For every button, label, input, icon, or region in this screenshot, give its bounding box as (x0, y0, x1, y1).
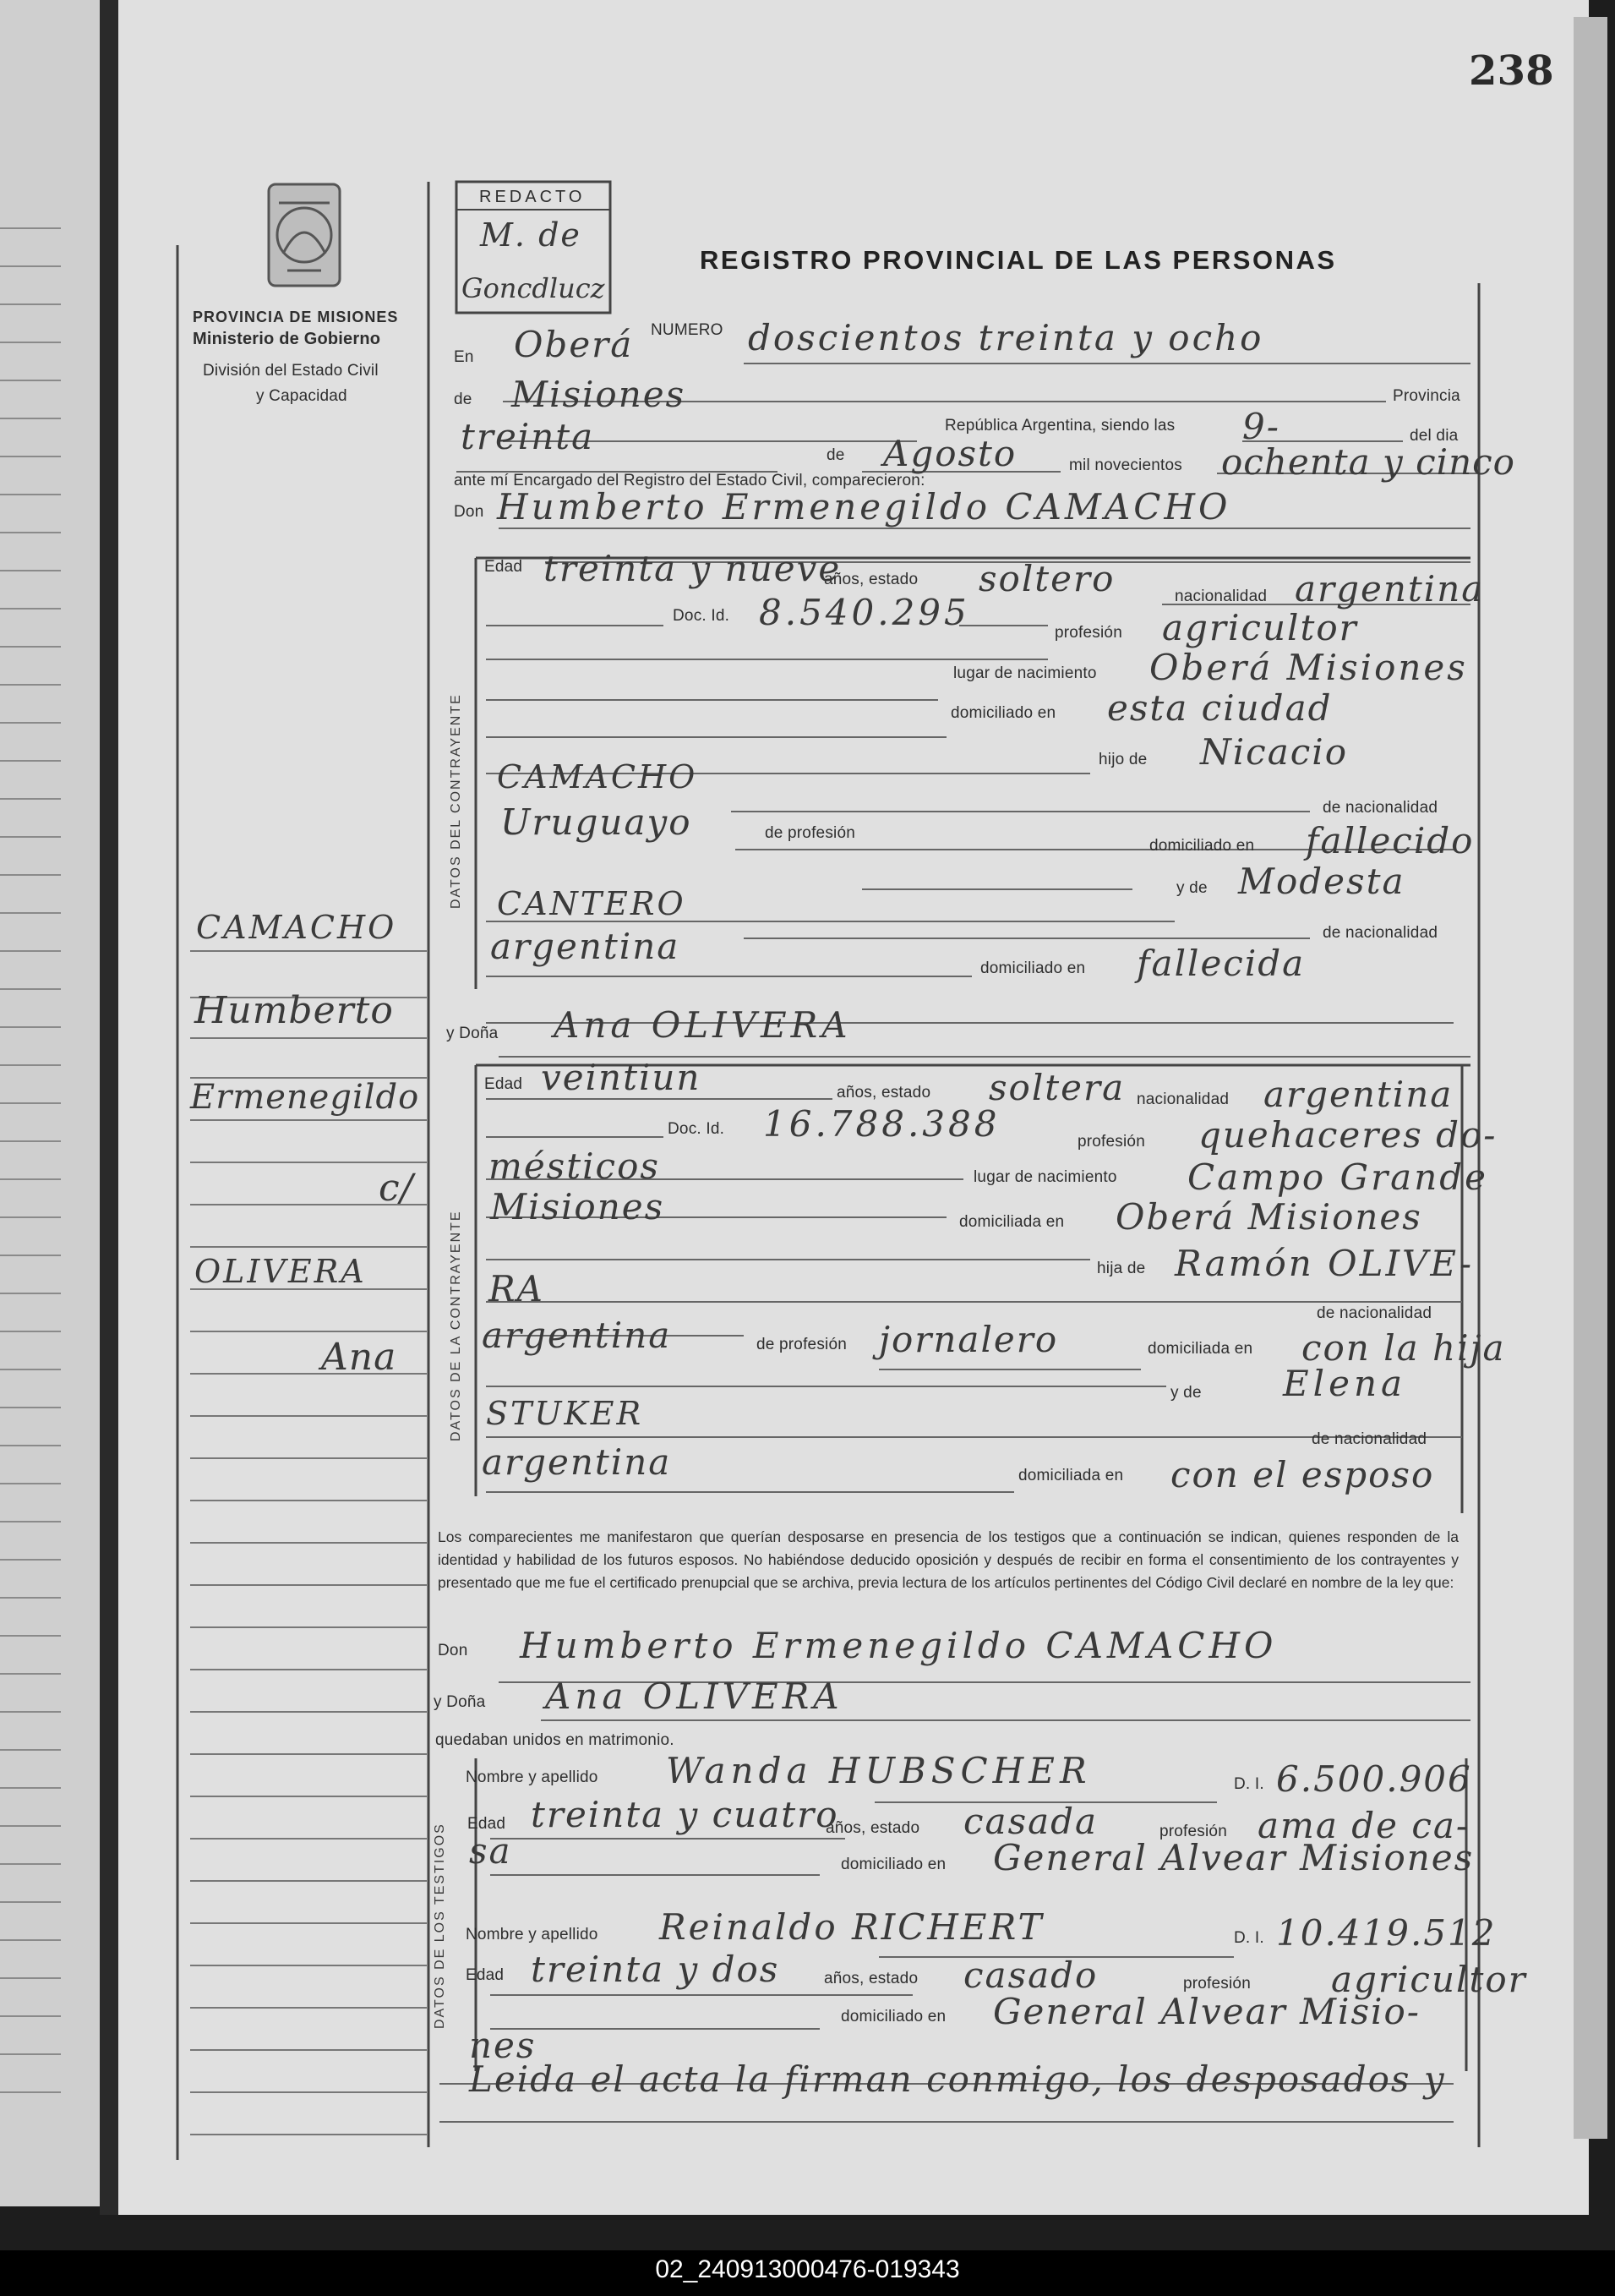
witness2-domicile: General Alvear Misio- (993, 1991, 1421, 2032)
record-city: Oberá (514, 324, 634, 365)
witness2-status: casado (963, 1954, 1099, 1996)
bride-doc: 16.788.388 (763, 1103, 1001, 1145)
label-hijo-de: hijo de (1099, 751, 1148, 768)
groom-mother-domicile: fallecida (1137, 943, 1306, 984)
bride-mother-nationality: argentina (482, 1441, 672, 1483)
declaration-text: Los comparecientes me manifestaron que querían desposarse en presencia de los testigos que a continuación se indican, quienes responden de la identidad y habilidad de los futuros esposos. No habiéndose deducido oposición y después de recibir en forma el consentimiento de los contrayentes y presentado que me fue el certificado prenupcial que se archiva, previa lectura de los artículos pertinentes del Código Civil declaré en nombre de la ley que: (438, 1528, 1459, 1591)
groom-doc: 8.540.295 (759, 592, 970, 633)
label-y-de: y de (1176, 879, 1208, 897)
ministry-name: Ministerio de Gobierno (193, 330, 381, 348)
witness2-name: Reinaldo RICHERT (659, 1906, 1045, 1948)
groom-nationality: argentina (1295, 568, 1485, 610)
label-republica: República Argentina, siendo las (945, 417, 1176, 435)
section-label-witnesses: DATOS DE LOS TESTIGOS (433, 1823, 447, 2029)
margin-note-conjunction: c/ (379, 1167, 414, 1210)
bride-mother-domicile: con el esposo (1170, 1454, 1435, 1495)
bride-profession-cont: mésticos (488, 1145, 660, 1187)
page-number: 238 (1469, 47, 1554, 95)
bride-birthplace-cont: Misiones (490, 1186, 665, 1227)
bride-birthplace: Campo Grande (1187, 1156, 1488, 1198)
label-doc-id-bride: Doc. Id. (668, 1120, 725, 1138)
record-month: Agosto (883, 433, 1018, 474)
division-name-2: y Capacidad (256, 387, 347, 405)
groom-birthplace: Oberá Misiones (1149, 647, 1468, 688)
witness1-status: casada (963, 1801, 1099, 1842)
label-domiciliado-w2: domiciliado en (841, 2008, 947, 2025)
witness2-profession: agricultor (1331, 1959, 1527, 2000)
label-numero: NUMERO (651, 321, 723, 339)
record-numero: doscientos treinta y ocho (748, 317, 1264, 358)
label-nacionalidad: nacionalidad (1175, 588, 1268, 605)
province-name: PROVINCIA DE MISIONES (193, 309, 399, 325)
label-dona-declaration: y Doña (434, 1693, 486, 1711)
label-domiciliada: domiciliada en (959, 1213, 1065, 1231)
book-page-edge (1574, 17, 1607, 2139)
label-don: Don (454, 503, 484, 521)
label-domiciliado-w1: domiciliado en (841, 1856, 947, 1873)
label-edad-w1: Edad (467, 1815, 506, 1833)
groom-domicile: esta ciudad (1107, 687, 1333, 729)
label-edad-bride: Edad (484, 1075, 523, 1093)
bride-mother-name: Elena (1283, 1363, 1407, 1404)
stamp-label: REDACTO (479, 188, 586, 206)
groom-mother-surname: CANTERO (497, 885, 686, 922)
label-di-w1: D. I. (1234, 1775, 1264, 1793)
bride-father-nationality: argentina (482, 1315, 672, 1356)
groom-status: soltero (979, 558, 1116, 599)
stamp-value-2: Goncdlucz (461, 272, 605, 304)
label-nacionalidad-bride: nacionalidad (1137, 1091, 1230, 1108)
label-domiciliada-bride-father: domiciliada en (1148, 1340, 1253, 1358)
stamp-value: M. de (480, 216, 581, 254)
label-de-province: de (454, 391, 472, 408)
margin-note-bride-surname: OLIVERA (194, 1253, 367, 1290)
label-edad: Edad (484, 558, 523, 576)
label-di-w2: D. I. (1234, 1929, 1264, 1947)
bride-domicile: Oberá Misiones (1116, 1196, 1422, 1238)
image-caption: 02_240913000476-019343 (655, 2255, 960, 2283)
bride-profession: quehaceres do- (1198, 1114, 1498, 1156)
label-hija-de: hija de (1097, 1260, 1146, 1277)
bride-status: soltera (989, 1067, 1126, 1108)
label-provincia: Provincia (1393, 387, 1460, 405)
label-quedaban: quedaban unidos en matrimonio. (435, 1731, 674, 1749)
witness1-name: Wanda HUBSCHER (666, 1750, 1092, 1791)
label-domiciliado: domiciliado en (951, 704, 1056, 722)
label-ante-mi: ante mí Encargado del Registro del Estado Civil, comparecieron: (454, 472, 925, 489)
label-nombre-apellido-w1: Nombre y apellido (466, 1768, 598, 1786)
label-anos-estado-w2: años, estado (824, 1970, 919, 1987)
label-lugar-nacimiento-bride: lugar de nacimiento (974, 1168, 1117, 1186)
groom-father-surname: CAMACHO (497, 758, 698, 795)
label-en: En (454, 348, 474, 366)
provincial-seal-icon (269, 184, 340, 286)
groom-mother-name: Modesta (1238, 861, 1405, 902)
groom-mother-nationality: argentina (490, 926, 680, 967)
groom-name: Humberto Ermenegildo CAMACHO (497, 486, 1231, 528)
witness1-profession-cont: sa (469, 1830, 512, 1872)
record-province: Misiones (511, 374, 686, 415)
label-de-profesion-bride-father: de profesión (756, 1336, 847, 1353)
label-lugar-nacimiento: lugar de nacimiento (953, 664, 1097, 682)
section-label-groom: DATOS DEL CONTRAYENTE (449, 693, 463, 909)
label-dona: y Doña (446, 1025, 499, 1042)
label-de-profesion: de profesión (765, 824, 855, 842)
groom-father-name: Nicacio (1200, 731, 1348, 773)
section-label-bride: DATOS DE LA CONTRAYENTE (449, 1210, 463, 1441)
groom-age: treinta y nueve (543, 548, 842, 589)
witness2-domicile-cont: nes (469, 2025, 537, 2066)
label-anos-estado: años, estado (824, 571, 919, 588)
margin-note-bride-given: Ana (321, 1336, 397, 1379)
label-de-nacionalidad-bride-father: de nacionalidad (1317, 1304, 1432, 1322)
record-day: treinta (461, 416, 595, 457)
label-de-nacionalidad: de nacionalidad (1323, 799, 1438, 817)
label-de-month: de (827, 446, 845, 464)
bride-mother-surname: STUKER (486, 1395, 644, 1432)
record-hour: 9- (1242, 406, 1280, 447)
declaration-groom: Humberto Ermenegildo CAMACHO (520, 1625, 1278, 1666)
label-del-dia: del dia (1410, 427, 1459, 445)
label-de-nacionalidad-mother: de nacionalidad (1323, 924, 1438, 942)
groom-profession: agricultor (1162, 607, 1358, 648)
label-profesion-w2: profesión (1183, 1975, 1251, 1993)
groom-father-nationality: Uruguayo (500, 801, 692, 843)
bride-name: Ana OLIVERA (554, 1004, 852, 1046)
label-anos-estado-w1: años, estado (826, 1819, 920, 1837)
label-domiciliado-father: domiciliado en (1149, 837, 1255, 855)
witness1-di: 6.500.906 (1276, 1758, 1472, 1800)
bride-father-domicile: con la hija (1301, 1327, 1506, 1369)
closing-sentence: Leida el acta la firman conmigo, los desposados y (469, 2058, 1446, 2100)
witness1-age: treinta y cuatro (531, 1794, 839, 1835)
label-doc-id: Doc. Id. (673, 607, 730, 625)
label-y-de-bride: y de (1170, 1384, 1202, 1402)
groom-father-domicile: fallecido (1306, 820, 1475, 861)
label-profesion-w1: profesión (1159, 1823, 1227, 1840)
witness1-profession: ama de ca- (1258, 1805, 1470, 1846)
margin-note-surname: CAMACHO (196, 909, 397, 946)
label-anos-estado-bride: años, estado (837, 1084, 931, 1102)
bride-nationality: argentina (1263, 1074, 1454, 1115)
witness2-age: treinta y dos (531, 1949, 780, 1990)
label-domiciliada-bride-mother: domiciliada en (1018, 1467, 1124, 1484)
label-domiciliado-mother: domiciliado en (980, 959, 1086, 977)
division-name: División del Estado Civil (203, 362, 379, 380)
margin-note-given-1: Humberto (194, 989, 394, 1032)
label-mil-novecientos: mil novecientos (1069, 456, 1182, 474)
label-profesion-bride: profesión (1078, 1133, 1145, 1151)
bride-age: veintiun (541, 1057, 701, 1098)
label-nombre-apellido-w2: Nombre y apellido (466, 1926, 598, 1943)
margin-note-given-2: Ermenegildo (190, 1078, 420, 1117)
bride-father-name-cont: RA (488, 1268, 544, 1309)
declaration-bride: Ana OLIVERA (545, 1676, 843, 1717)
record-year: ochenta y cinco (1221, 441, 1515, 483)
label-de-nacionalidad-bride-mother: de nacionalidad (1312, 1430, 1427, 1448)
bride-father-profession: jornalero (879, 1319, 1059, 1360)
label-edad-w2: Edad (466, 1966, 505, 1984)
registry-title: REGISTRO PROVINCIAL DE LAS PERSONAS (700, 245, 1337, 275)
label-don-declaration: Don (438, 1642, 468, 1659)
witness2-di: 10.419.512 (1276, 1912, 1497, 1954)
witness1-domicile: General Alvear Misiones (993, 1837, 1475, 1878)
label-profesion: profesión (1055, 624, 1122, 642)
bride-father-name: Ramón OLIVE- (1175, 1243, 1475, 1284)
